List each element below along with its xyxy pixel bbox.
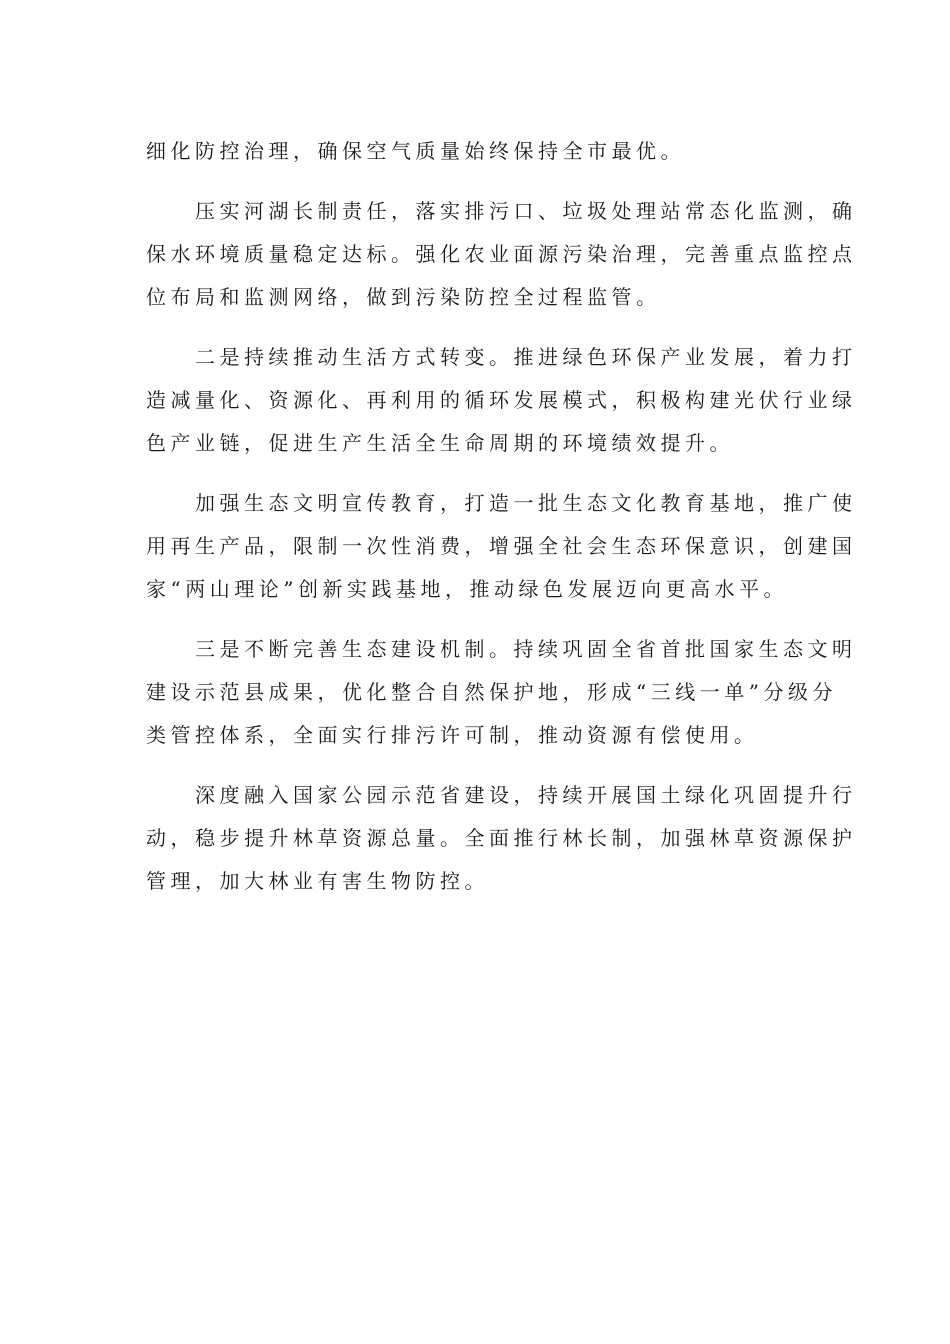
paragraph-3 bbox=[146, 336, 857, 465]
paragraph-line: 色产业链，促进生产生活全生命周期的环境绩效提升。 bbox=[146, 431, 734, 455]
paragraph-line: 细化防控治理，确保空气质量始终保持全市最优。 bbox=[146, 139, 685, 163]
paragraph-line: 压实河湖长制责任，落实排污口、垃圾处理站常态化监测，确 bbox=[195, 199, 857, 223]
paragraph-line: 用再生产品，限制一次性消费，增强全社会生态环保意识，创建国 bbox=[146, 534, 857, 558]
paragraph-line: 三是不断完善生态建设机制。持续巩固全省首批国家生态文明 bbox=[195, 637, 857, 661]
paragraph-1 bbox=[146, 130, 806, 173]
paragraph-line: 类管控体系，全面实行排污许可制，推动资源有偿使用。 bbox=[146, 723, 759, 747]
paragraph-line: 动，稳步提升林草资源总量。全面推行林长制，加强林草资源保护 bbox=[146, 826, 857, 850]
paragraph-line: 家“两山理论”创新实践基地，推动绿色发展迈向更高水平。 bbox=[146, 577, 788, 601]
paragraph-2 bbox=[146, 190, 857, 319]
paragraph-line: 加强生态文明宣传教育，打造一批生态文化教育基地，推广使 bbox=[195, 491, 857, 515]
paragraph-line: 位布局和监测网络，做到污染防控全过程监管。 bbox=[146, 285, 661, 309]
paragraph-5 bbox=[146, 628, 857, 757]
document-body bbox=[146, 130, 857, 920]
paragraph-line: 二是持续推动生活方式转变。推进绿色环保产业发展，着力打 bbox=[195, 345, 857, 369]
paragraph-line: 管理，加大林业有害生物防控。 bbox=[146, 869, 489, 893]
paragraph-line: 建设示范县成果，优化整合自然保护地，形成“三线一单”分级分 bbox=[146, 680, 837, 704]
paragraph-line: 深度融入国家公园示范省建设，持续开展国土绿化巩固提升行 bbox=[195, 783, 857, 807]
paragraph-6 bbox=[146, 774, 857, 903]
paragraph-line: 造减量化、资源化、再利用的循环发展模式，积极构建光伏行业绿 bbox=[146, 388, 857, 412]
paragraph-4 bbox=[146, 482, 857, 611]
paragraph-line: 保水环境质量稳定达标。强化农业面源污染治理，完善重点监控点 bbox=[146, 242, 857, 266]
